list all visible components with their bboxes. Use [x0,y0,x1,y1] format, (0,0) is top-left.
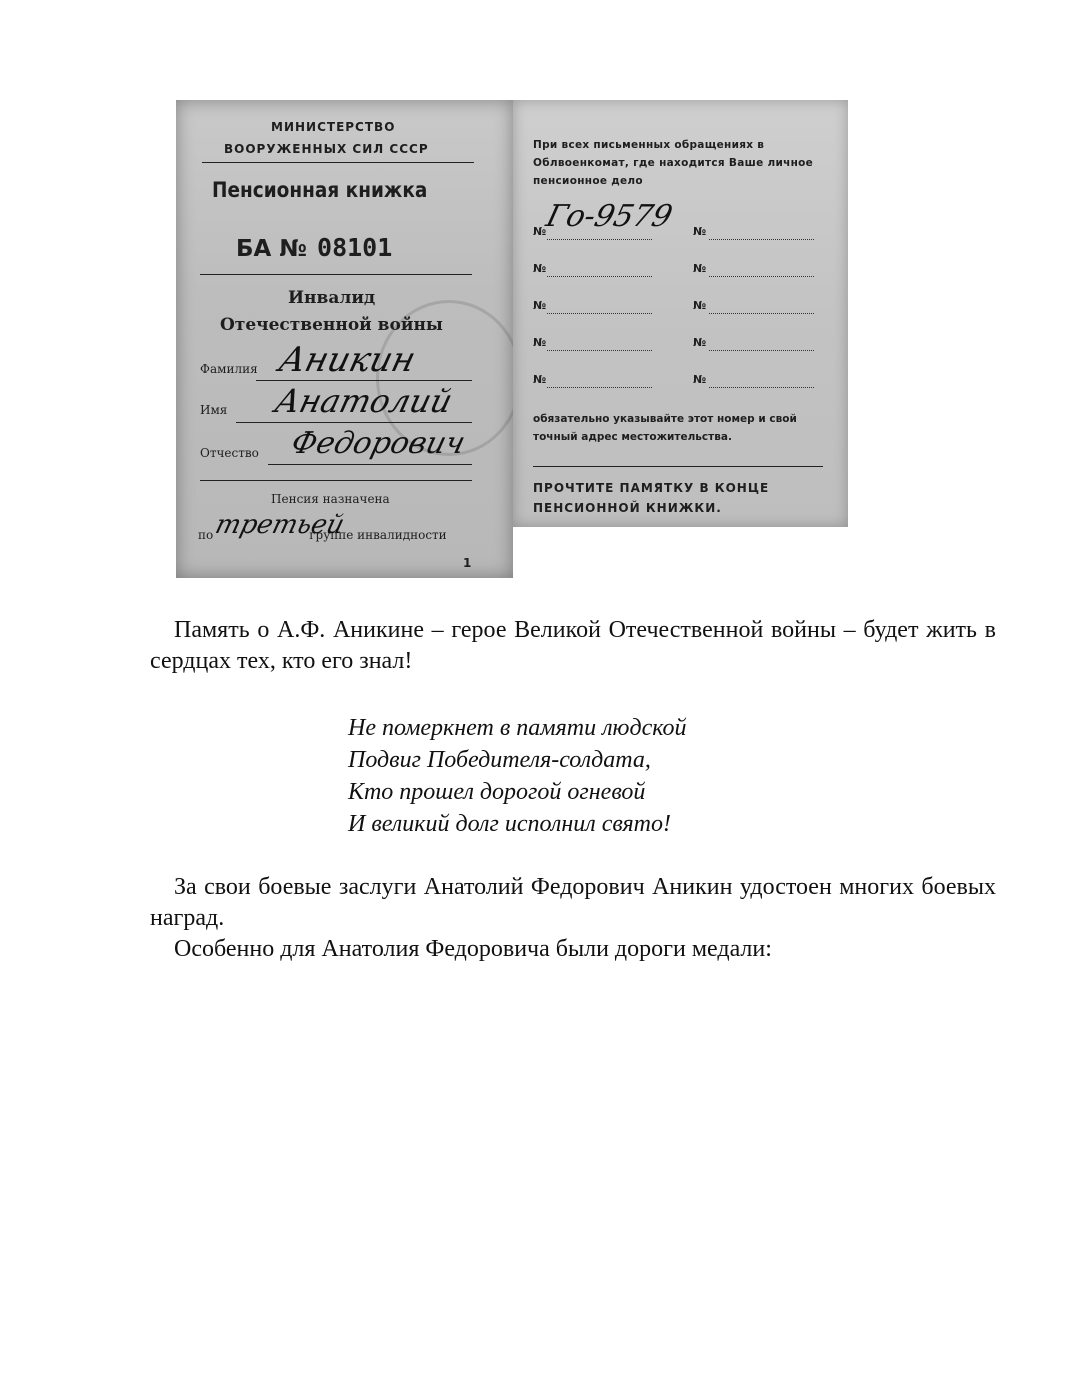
number-symbol: № [533,262,547,275]
surname-handwritten: Аникин [275,340,420,380]
ministry-line-1: МИНИСТЕРСТВО [271,120,396,134]
number-symbol: № [533,373,547,386]
group-prefix: по [198,528,214,542]
category-line-1: Инвалид [288,288,376,308]
series-label: БА № [236,236,308,262]
instructions-header: При всех письменных обращениях в Облвоенкомат, где находится Ваше личное пенсионное дело [533,139,814,187]
poem [348,712,687,840]
poem-line: Подвиг Победителя-солдата, [348,747,651,773]
number-row [533,199,823,245]
divider [200,480,472,481]
number-symbol: № [693,336,707,349]
instructions-footer: обязательно указывайте этот номер и свой точный адрес местожительства. [533,413,797,443]
patronymic-handwritten: Федорович [287,426,469,461]
memory-paragraph [150,615,996,677]
poem-line: Не померкнет в памяти людской [348,715,687,741]
pension-book-left-page [176,100,513,578]
poem-line: Кто прошел дорогой огневой [348,779,646,805]
number-row [533,336,823,356]
field-line [256,380,472,381]
poem-line: И великий долг исполнил свято! [348,811,671,837]
memory-paragraph-text: Память о А.Ф. Аникине – герое Великой Отечественной войны – будет жить в сердцах тех, кто его знал! [150,617,996,674]
number-line [709,350,814,351]
number-symbol: № [693,373,707,386]
number-line [709,313,814,314]
name-label: Имя [200,403,228,417]
ministry-line-2: ВООРУЖЕННЫХ СИЛ СССР [224,142,429,156]
page-number: 1 [463,556,472,570]
pension-label: Пенсия назначена [271,492,390,506]
number-symbol: № [533,299,547,312]
case-number-handwritten: Го-9579 [542,199,676,234]
divider [202,162,474,163]
number-line [709,276,814,277]
medals-paragraph-text: Особенно для Анатолия Федоровича были дороги медали: [174,936,772,962]
field-line [268,464,472,465]
series-number [236,233,392,262]
medals-paragraph [150,934,996,965]
number-symbol: № [693,225,707,238]
patronymic-label: Отчество [200,446,259,460]
group-suffix: группе инвалидности [309,528,447,542]
number-line [547,313,652,314]
pension-book-right-page [513,100,848,527]
divider [533,466,823,467]
divider [200,274,472,275]
awards-paragraph-text: За свои боевые заслуги Анатолий Федорович Аникин удостоен многих боевых наград. [150,874,996,931]
number-line [709,239,814,240]
number-symbol: № [533,336,547,349]
number-symbol: № [533,225,547,238]
surname-label: Фамилия [200,362,258,376]
reminder-text: ПРОЧТИТЕ ПАМЯТКУ В КОНЦЕ ПЕНСИОННОЙ КНИЖКИ. [533,481,770,515]
group-handwritten: третьей [212,510,348,540]
book-title: Пенсионная книжка [212,178,428,202]
number-line [547,387,652,388]
number-row [533,299,823,319]
number-symbol: № [693,299,707,312]
series-digits: 08101 [317,233,393,262]
number-row [533,262,823,282]
name-handwritten: Анатолий [271,382,457,420]
field-line [236,422,472,423]
number-row [533,373,823,393]
awards-paragraph [150,872,996,934]
category-line-2: Отечественной войны [220,315,443,335]
number-line [709,387,814,388]
number-line [547,239,652,240]
number-line [547,276,652,277]
number-line [547,350,652,351]
number-symbol: № [693,262,707,275]
